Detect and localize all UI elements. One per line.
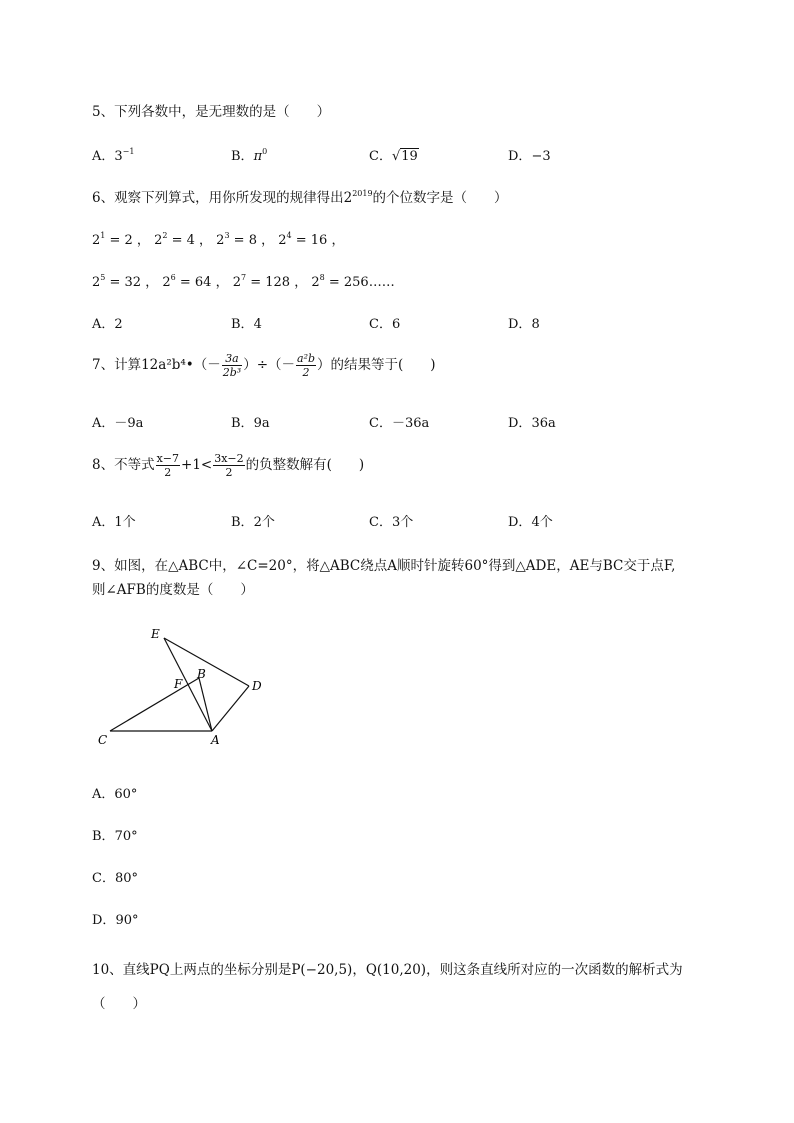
- option-text: 6: [391, 317, 401, 332]
- label-e: E: [151, 627, 160, 641]
- q7-option-c: [369, 412, 429, 431]
- segment-ba: [199, 678, 212, 731]
- power-base: 2: [278, 233, 287, 248]
- option-text: 9a: [253, 416, 270, 431]
- fraction-denominator: 2: [225, 466, 233, 479]
- power-exponent: 2: [162, 231, 168, 240]
- option-text: 70°: [114, 829, 138, 844]
- q8-operator: +1<: [181, 457, 213, 473]
- q6-option-b: [231, 313, 262, 332]
- q9-option-b: [92, 825, 138, 844]
- geometry-figure: [92, 620, 282, 750]
- power-base: 2: [154, 233, 163, 248]
- question-6-text: [92, 186, 508, 206]
- power-result: = 8 ，: [229, 233, 275, 248]
- power-base: 2: [216, 233, 225, 248]
- option-letter: C．: [369, 149, 392, 164]
- power-result: = 32 ，: [105, 275, 159, 290]
- power-result: = 4 ，: [167, 233, 213, 248]
- option-letter: C．: [369, 515, 392, 530]
- option-exponent: 0: [262, 147, 268, 156]
- option-text: −3: [531, 149, 551, 164]
- option-letter: A．: [92, 149, 115, 164]
- option-letter: A．: [92, 515, 115, 530]
- q6-option-a: [92, 313, 123, 332]
- option-letter: C．: [369, 317, 392, 332]
- option-base: 3: [114, 149, 123, 164]
- power-exponent: 1: [100, 231, 106, 240]
- q6-text-before: 6、观察下列算式，用你所发现的规律得出: [92, 190, 344, 206]
- q7-option-a: [92, 412, 143, 431]
- fraction-numerator: x−7: [156, 452, 180, 465]
- option-letter: D．: [508, 149, 532, 164]
- power-result: = 256……: [324, 275, 395, 290]
- option-text: －9a: [114, 416, 144, 431]
- q8-option-d: [508, 511, 553, 530]
- q7-operator: ）÷（－: [243, 357, 296, 373]
- q5-option-d: [508, 145, 551, 164]
- option-text: －36a: [391, 416, 430, 431]
- question-9-line-1: 9、如图，在△ABC中，∠C=20°，将△ABC绕点A顺时针旋转60°得到△ADE，AE与BC交于点F,: [92, 558, 676, 574]
- q6-pattern-line-2: [92, 271, 395, 290]
- q9-option-a: [92, 783, 137, 802]
- option-letter: A．: [92, 787, 115, 802]
- power-base: 2: [232, 275, 241, 290]
- power-base: 2: [162, 275, 171, 290]
- radical-sign: √: [391, 149, 401, 164]
- option-letter: D．: [508, 416, 532, 431]
- option-letter: D．: [508, 317, 532, 332]
- option-text: 36a: [531, 416, 556, 431]
- q6-power-exponent: 2019: [352, 189, 373, 198]
- fraction-numerator: 3a: [222, 352, 242, 366]
- q8-option-c: [369, 511, 413, 530]
- q7-option-d: [508, 412, 556, 431]
- question-8-text: [92, 452, 364, 479]
- q6-pattern-line-1: [92, 229, 344, 248]
- question-5-text: 5、下列各数中，是无理数的是（ ）: [92, 104, 331, 120]
- option-letter: B．: [231, 149, 254, 164]
- power-result: = 16 ，: [291, 233, 345, 248]
- power-result: = 2 ，: [105, 233, 150, 248]
- option-text: 1个: [114, 515, 136, 530]
- label-c: C: [98, 733, 108, 747]
- label-d: D: [252, 679, 262, 693]
- q5-option-a: [92, 145, 134, 164]
- option-letter: B．: [231, 317, 254, 332]
- option-text: 2个: [253, 515, 275, 530]
- q7-prefix: 7、计算: [92, 357, 142, 373]
- power-base: 2: [92, 275, 101, 290]
- power-base: 2: [311, 275, 320, 290]
- fraction-denominator: 2b³: [222, 366, 242, 379]
- power-result: = 64 ，: [175, 275, 229, 290]
- option-letter: A．: [92, 416, 115, 431]
- q7-fraction-2: [296, 352, 316, 379]
- option-text: 2: [114, 317, 123, 332]
- q8-option-a: [92, 511, 136, 530]
- option-text: 60°: [114, 787, 138, 802]
- option-letter: B．: [92, 829, 115, 844]
- power-exponent: 4: [286, 231, 292, 240]
- option-text: 4: [253, 317, 262, 332]
- fraction-numerator: a²b: [297, 352, 316, 365]
- option-letter: C．: [369, 416, 392, 431]
- power-exponent: 5: [100, 273, 106, 282]
- segment-cb: [110, 678, 199, 731]
- q6-text-after: 的个位数字是（ ）: [372, 190, 508, 206]
- q5-option-c: [369, 145, 419, 164]
- option-text: 8: [531, 317, 540, 332]
- question-9-line-2: 则∠AFB的度数是（ ）: [92, 582, 254, 598]
- q6-option-d: [508, 313, 540, 332]
- q7-suffix: ）的结果等于( ): [317, 357, 436, 373]
- q7-option-b: [231, 412, 270, 431]
- question-10-line-1: 10、直线PQ上两点的坐标分别是P(−20,5)，Q(10,20)，则这条直线所对应的一次函数的解析式为: [92, 962, 683, 978]
- q7-fraction-1: [222, 352, 242, 379]
- power-exponent: 3: [224, 231, 230, 240]
- q7-expression-start: 12a²b⁴•（－: [141, 357, 221, 373]
- option-letter: A．: [92, 317, 115, 332]
- option-letter: D．: [92, 913, 116, 928]
- power-base: 2: [92, 233, 101, 248]
- fraction-numerator: 3x−2: [214, 452, 244, 465]
- q8-option-b: [231, 511, 275, 530]
- q8-fraction-1: [156, 452, 180, 479]
- q8-suffix: 的负整数解有( ): [245, 457, 365, 473]
- option-letter: D．: [508, 515, 532, 530]
- power-result: = 128 ，: [246, 275, 308, 290]
- power-exponent: 8: [319, 273, 325, 282]
- q9-option-d: [92, 909, 138, 928]
- option-text: 3个: [391, 515, 414, 530]
- option-text: 80°: [114, 871, 138, 886]
- power-exponent: 6: [170, 273, 176, 282]
- segment-da: [212, 686, 249, 731]
- q6-option-c: [369, 313, 400, 332]
- q9-option-c: [92, 867, 138, 886]
- option-text: 4个: [531, 515, 553, 530]
- fraction-denominator: 2: [302, 366, 310, 379]
- fraction-denominator: 2: [164, 466, 172, 479]
- option-exponent: −1: [122, 147, 135, 156]
- power-exponent: 7: [241, 273, 247, 282]
- option-letter: B．: [231, 416, 254, 431]
- option-text: 90°: [115, 913, 139, 928]
- label-f: F: [174, 677, 183, 691]
- q8-prefix: 8、不等式: [92, 457, 155, 473]
- option-base: π: [253, 149, 263, 164]
- q8-fraction-2: [213, 452, 244, 479]
- label-b: B: [197, 667, 206, 681]
- q6-power-base: 2: [343, 190, 353, 206]
- option-letter: C．: [92, 871, 115, 886]
- question-7-text: [92, 352, 436, 379]
- option-letter: B．: [231, 515, 254, 530]
- question-10-line-2: （ ）: [92, 996, 146, 1012]
- q5-option-b: [231, 145, 267, 164]
- label-a: A: [211, 733, 220, 747]
- radicand: 19: [401, 149, 418, 164]
